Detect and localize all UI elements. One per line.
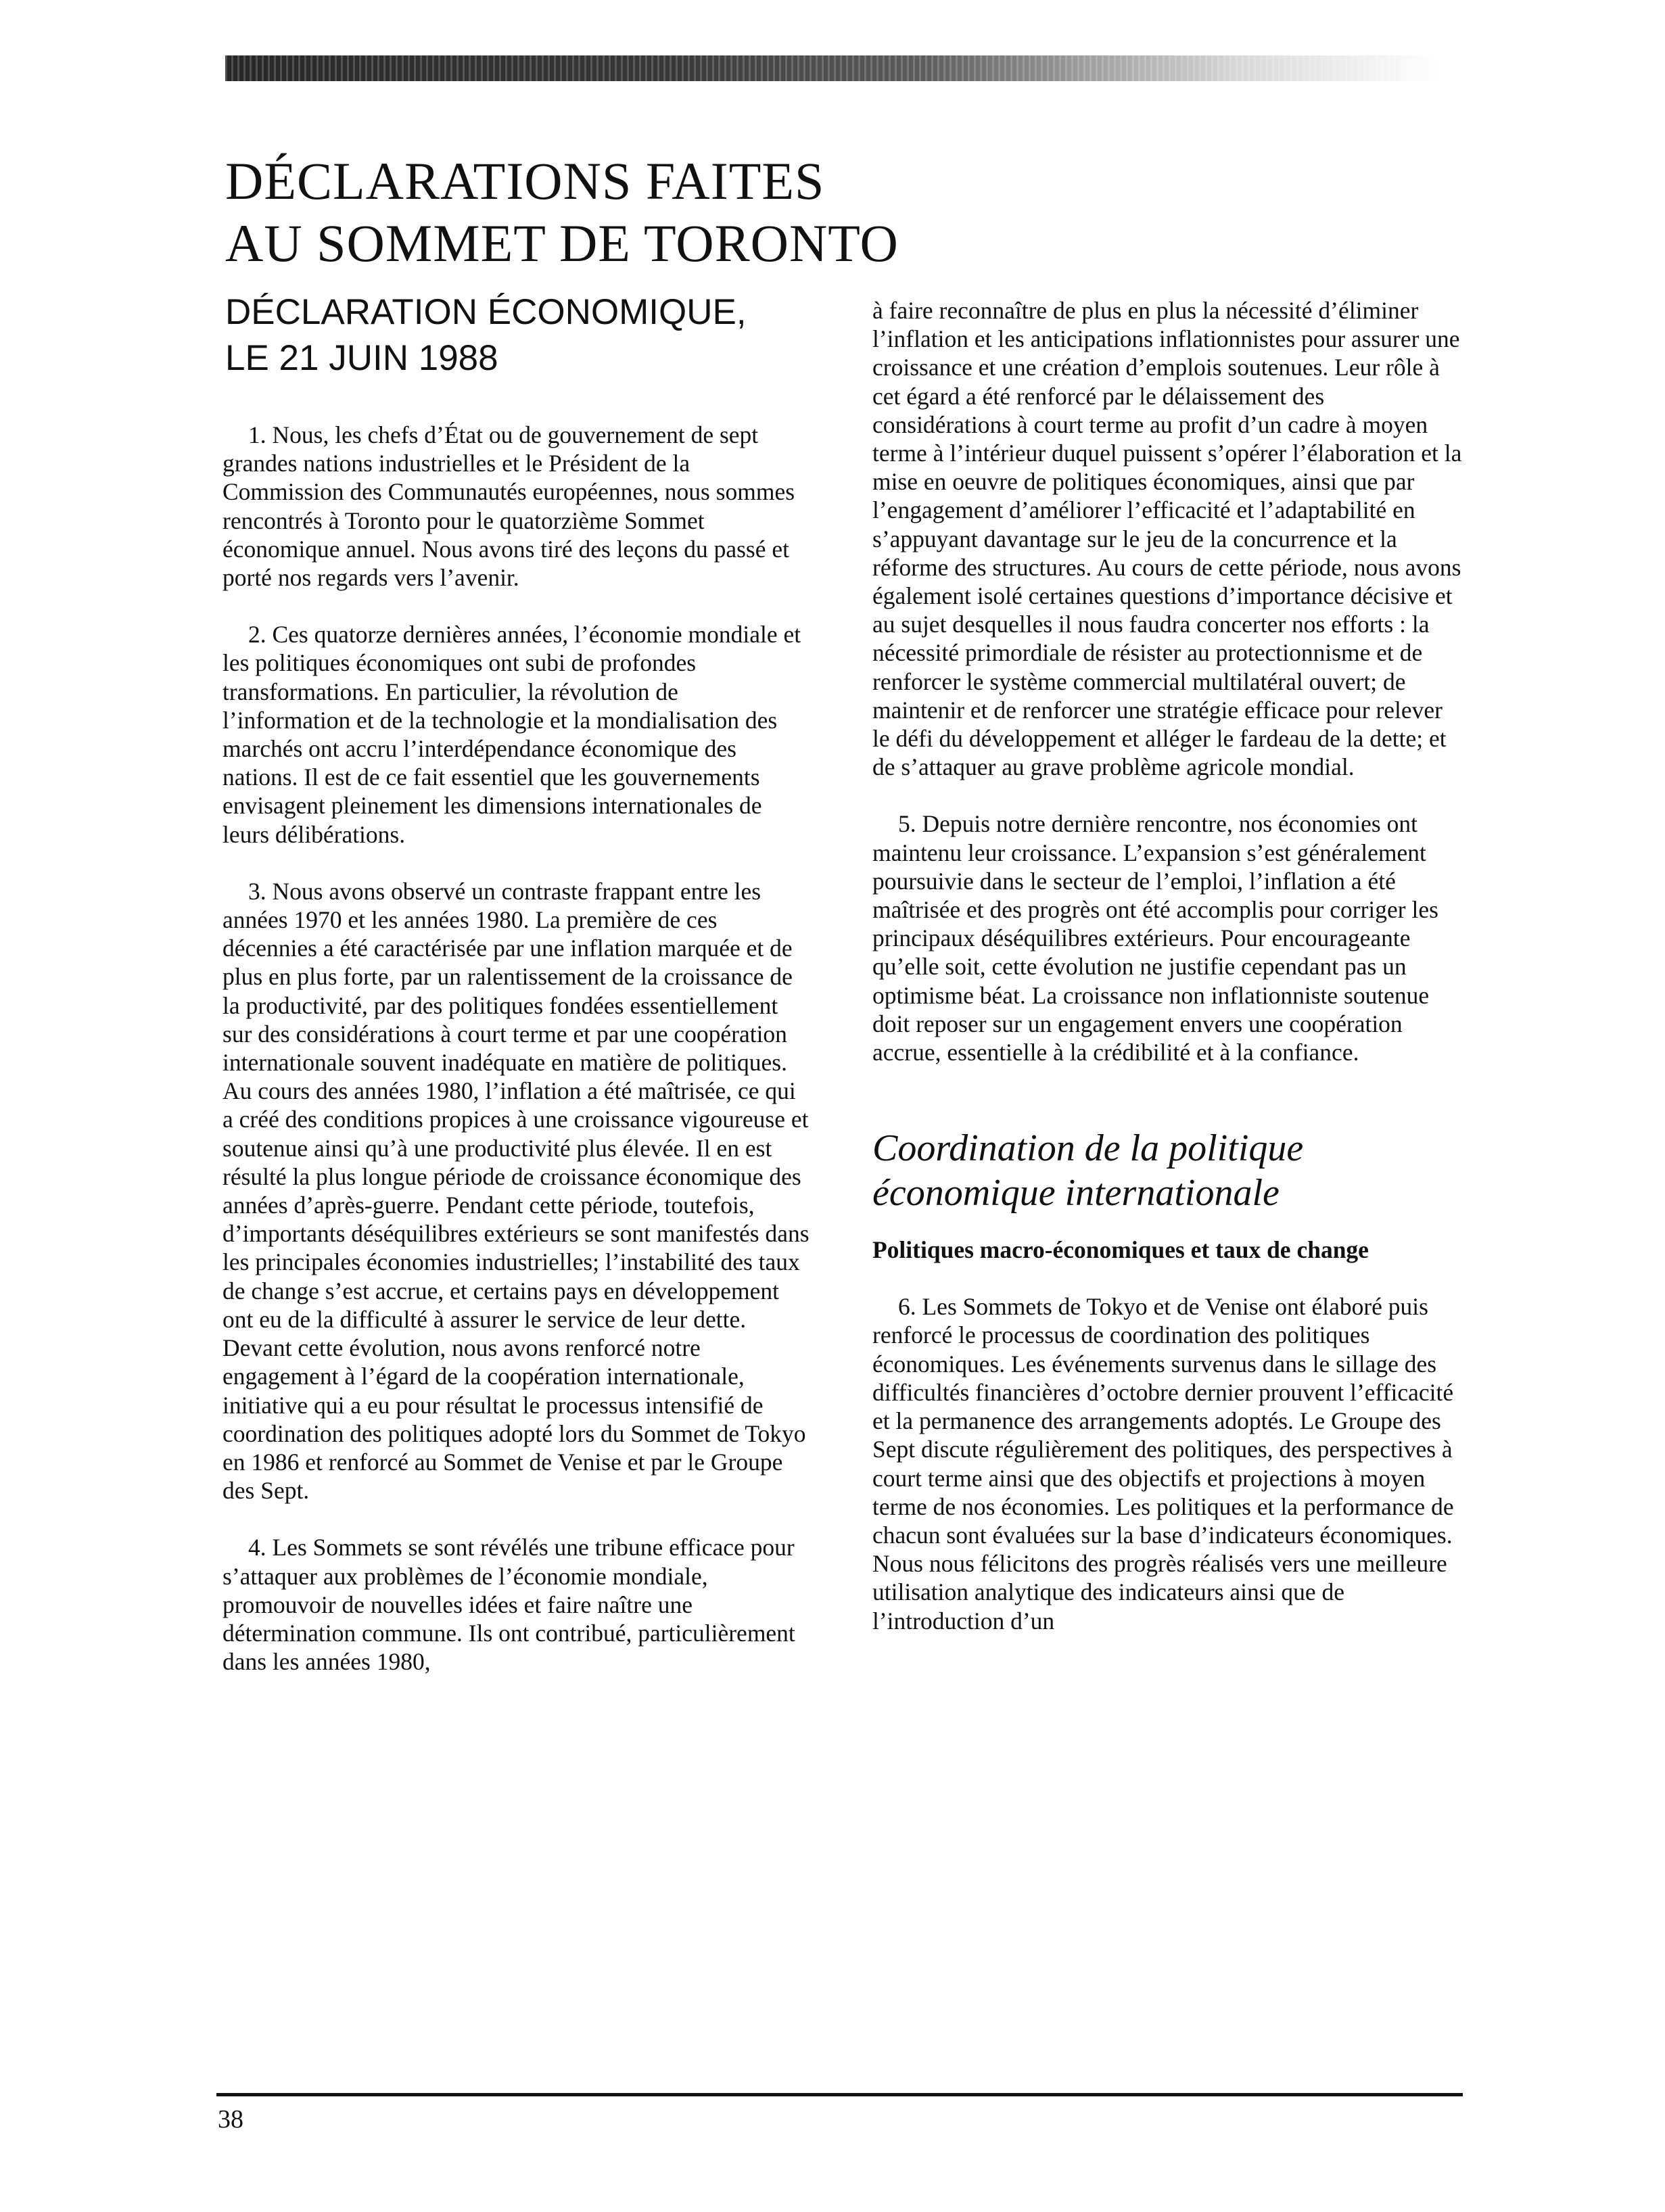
paragraph-6: 6. Les Sommets de Tokyo et de Venise ont élaboré puis renforcé le processus de coordination des politiques économiques. Les événements survenus dans le sillage des difficultés financières d’octobre dernier prouvent l’efficacité et la permanence des arrangements adoptés. Le Groupe des Sept discute régulièrement des politiques, des perspectives à court terme ainsi que des objectifs et projections à moyen terme de nos économies. Les politiques et la performance de chacun sont évaluées sur la base d’indicateurs économiques. Nous nous félicitons des progrès réalisés vers une meilleure utilisation analytique des indicateurs ainsi que de l’introduction d’un xyxy=(872,1293,1454,1634)
paragraph-4-continued: à faire reconnaître de plus en plus la nécessité d’éliminer l’inflation et les anticipations inflationnistes pour assurer une croissance et une création d’emplois soutenues. Leur rôle à cet égard a été renforcé par le délaissement des considérations à court terme au profit d’un cadre à moyen terme à l’intérieur duquel puissent s’opérer l’élaboration et la mise en oeuvre de politiques économiques, ainsi que par l’engagement d’améliorer l’efficacité et l’adaptabilité en s’appuyant davantage sur le jeu de la concurrence et la réforme des structures. Au cours de cette période, nous avons également isolé certaines questions d’importance décisive et au sujet desquelles il nous faudra concerter nos efforts : la nécessité primordiale de résister au protectionnisme et de renforcer le système commercial multilatéral ouvert; de maintenir et de renforcer une stratégie efficace pour relever le défi du développement et alléger le fardeau de la dette; et de s’attaquer au grave problème agricole mondial. xyxy=(872,297,1462,781)
decorative-header-bar xyxy=(225,55,1501,81)
section-title xyxy=(225,289,747,381)
subsection-heading-line-2: économique internationale xyxy=(872,1172,1280,1215)
subsubsection-heading: Politiques macro-économiques et taux de change xyxy=(872,1236,1369,1264)
page-title-line-1: DÉCLARATIONS FAITES xyxy=(225,151,825,210)
right-column xyxy=(872,296,1464,1664)
paragraph-2: 2. Ces quatorze dernières années, l’économie mondiale et les politiques économiques ont subi de profondes transformations. En particulier, la révolution de l’information et de la technologie et la mondialisation des marchés ont accru l’interdépendance économique des nations. Il est de ce fait essentiel que les gouvernements envisagent pleinement les dimensions internationales de leurs délibérations. xyxy=(222,621,801,848)
footer-rule xyxy=(216,2093,1463,2096)
section-title-line-2: LE 21 JUIN 1988 xyxy=(225,338,498,378)
paragraph-1: 1. Nous, les chefs d’État ou de gouvernement de sept grandes nations industrielles et le Président de la Commission des Communautés européennes, nous sommes rencontrés à Toronto pour le quatorzième Sommet économique annuel. Nous avons tiré des leçons du passé et porté nos regards vers l’avenir. xyxy=(222,421,795,592)
page-title xyxy=(225,150,899,275)
paragraph-5: 5. Depuis notre dernière rencontre, nos économies ont maintenu leur croissance. L’expansion s’est généralement poursuivie dans le secteur de l’emploi, l’inflation a été maîtrisée et des progrès ont été accomplis pour corriger les principaux déséquilibres extérieurs. Pour encourageante qu’elle soit, cette évolution ne justifie cependant pas un optimisme béat. La croissance non inflationniste soutenue doit reposer sur un engagement envers une coopération accrue, essentielle à la crédibilité et à la confiance. xyxy=(872,810,1438,1066)
subsection-heading-line-1: Coordination de la politique xyxy=(872,1127,1304,1170)
section-title-line-1: DÉCLARATION ÉCONOMIQUE, xyxy=(225,292,747,332)
paragraph-4: 4. Les Sommets se sont révélés une tribune efficace pour s’attaquer aux problèmes de l’économie mondiale, promouvoir de nouvelles idées et faire naître une détermination commune. Ils ont contribué, particulièrement dans les années 1980, xyxy=(222,1534,795,1676)
subsection-heading xyxy=(872,1126,1464,1215)
left-column xyxy=(222,421,812,1704)
page-number: 38 xyxy=(218,2105,243,2134)
page-title-line-2: AU SOMMET DE TORONTO xyxy=(225,214,899,273)
paragraph-3: 3. Nous avons observé un contraste frappant entre les années 1970 et les années 1980. La première de ces décennies a été caractérisée par une inflation marquée et de plus en plus forte, par un ralentissement de la croissance de la productivité, par des politiques fondées essentiellement sur des considérations à court terme et par une coopération internationale souvent inadéquate en matière de politiques. Au cours des années 1980, l’inflation a été maîtrisée, ce qui a créé des conditions propices à une croissance vigoureuse et soutenue ainsi qu’à une productivité plus élevée. Il en est résulté la plus longue période de croissance économique des années d’après-guerre. Pendant cette période, toutefois, d’importants déséquilibres extérieurs se sont manifestés dans les principales économies industrielles; l’instabilité des taux de change s’est accrue, et certains pays en développement ont eu de la difficulté à assurer le service de leur dette. Devant cette évolution, nous avons renforcé notre engagement à l’égard de la coopération internationale, initiative qui a eu pour résultat le processus intensifié de coordination des politiques adopté lors du Sommet de Tokyo en 1986 et renforcé au Sommet de Venise et par le Groupe des Sept. xyxy=(222,877,810,1505)
